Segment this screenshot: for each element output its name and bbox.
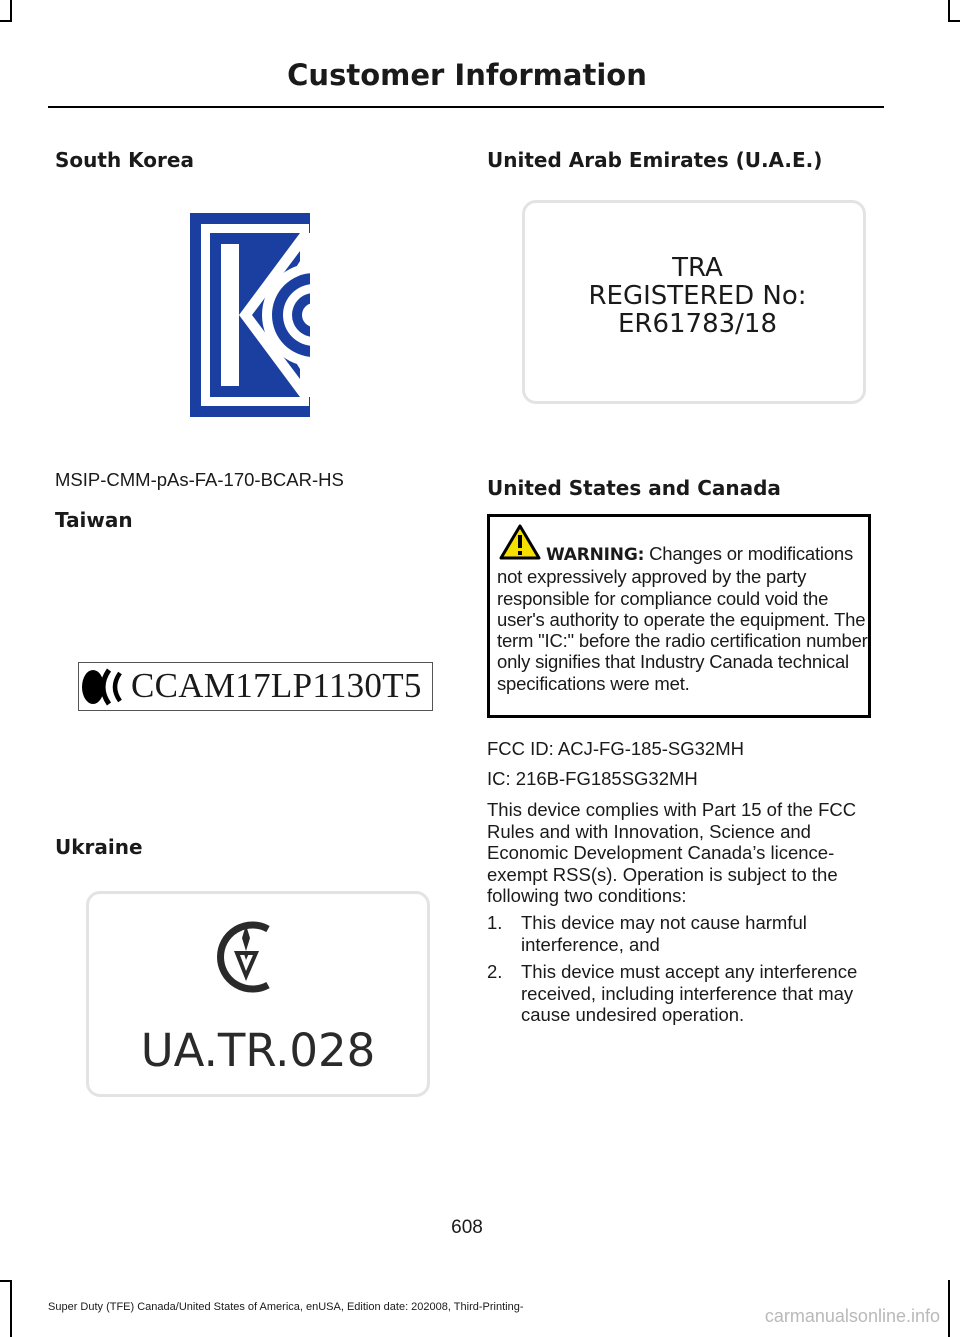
south-korea-heading: South Korea: [55, 148, 194, 172]
compliance-statement: This device complies with Part 15 of the FCC Rules and with Innovation, Science and Economic Development Canada’s licence-exempt RSS(s). Operation is subject to the following two conditions:: [487, 799, 857, 906]
list-item-number: 2.: [487, 961, 503, 982]
ukraine-conformity-icon: [207, 920, 291, 994]
uae-line-2: REGISTERED No:: [588, 281, 807, 311]
ic-number: IC: 216B-FG185SG32MH: [487, 768, 698, 789]
crop-mark: [948, 1280, 950, 1337]
warning-body: [497, 543, 873, 694]
watermark: carmanualsonline.info: [764, 1306, 940, 1326]
crop-mark: [948, 0, 950, 22]
list-item-text: This device may not cause harmful interference, and: [521, 912, 807, 955]
taiwan-heading: Taiwan: [55, 508, 133, 532]
ncc-signal-icon: [81, 667, 131, 707]
kc-mark-icon: [190, 213, 320, 417]
south-korea-cert: MSIP-CMM-pAs-FA-170-BCAR-HS: [55, 469, 344, 490]
crop-mark: [948, 20, 960, 22]
fcc-id: FCC ID: ACJ-FG-185-SG32MH: [487, 738, 744, 759]
usa-canada-heading: United States and Canada: [487, 476, 781, 500]
warning-text: Changes or modifications not expressively approved by the party responsible for compliance could void the user's authority to operate the equipment. The term "IC:" before the radio certification number only signifies that Industry Canada technical specifications were met.: [497, 543, 868, 694]
ukraine-mark-box: [86, 891, 430, 1097]
taiwan-cert-label: [78, 662, 433, 711]
list-item-text: This device must accept any interference received, including interference that may cause undesired operation.: [521, 961, 858, 1025]
ukraine-mark-text: UA.TR.028: [140, 1024, 376, 1077]
uae-line-3: ER61783/18: [617, 309, 778, 339]
uae-heading: United Arab Emirates (U.A.E.): [487, 148, 823, 172]
crop-mark: [10, 0, 12, 22]
list-item-number: 1.: [487, 912, 503, 933]
taiwan-cert-text: CCAM17LP1130T5: [131, 666, 422, 705]
warning-box: [487, 514, 871, 718]
ukraine-heading: Ukraine: [55, 835, 143, 859]
uae-registration-box: [522, 200, 866, 404]
crop-mark: [0, 20, 12, 22]
page-number: 608: [451, 1217, 483, 1238]
warning-title: WARNING:: [546, 545, 645, 565]
header-divider: [48, 106, 884, 108]
crop-mark: [10, 1280, 12, 1337]
uae-registration-text: [525, 254, 870, 338]
crop-mark: [0, 1280, 12, 1282]
footer-edition: Super Duty (TFE) Canada/United States of America, enUSA, Edition date: 202008, Third-Printing-: [48, 1301, 524, 1313]
page-title: Customer Information: [287, 58, 647, 92]
uae-line-1: TRA: [672, 253, 723, 283]
